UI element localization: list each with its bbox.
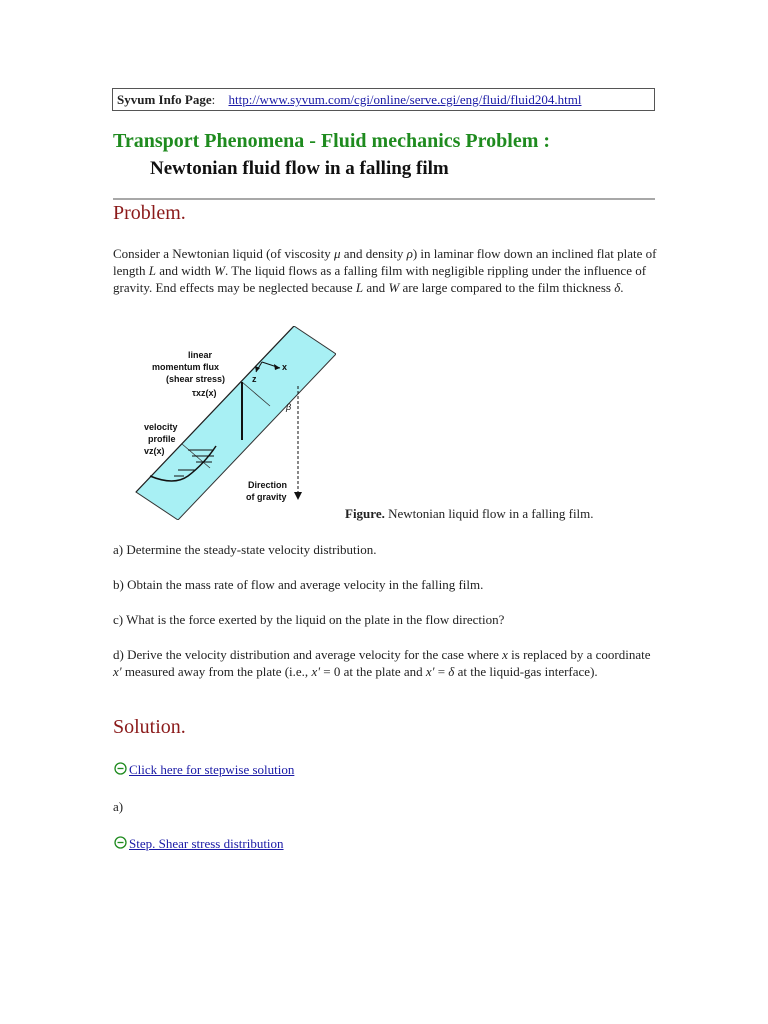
falling-film-figure (134, 326, 336, 520)
collapse-toggle-icon[interactable] (114, 836, 127, 849)
title-divider (113, 198, 655, 200)
collapse-toggle-icon[interactable] (114, 762, 127, 775)
step-shear-stress-link[interactable]: Step. Shear stress distribution (129, 836, 284, 851)
step-shear-row[interactable] (114, 836, 284, 852)
problem-intro: Consider a Newtonian liquid (of viscosity μ and density ρ) in laminar flow down an inclined flat plate of length L and width W. The liquid flows as a falling film with negligible rippling under the influence of gravity. End effects may be neglected because L and W are large compared to the film thickness δ. (113, 246, 657, 295)
gravity-label-2: of gravity (246, 492, 287, 502)
z-axis-label: z (252, 374, 257, 384)
part-a-label: a) (113, 799, 124, 814)
tau-label: τxz(x) (192, 388, 217, 398)
question-d: d) Derive the velocity distribution and average velocity for the case where x is replaced by a coordinate x' measured away from the plate (i.e., x' = 0 at the plate and x' = δ at the liquid-gas interface). (113, 647, 651, 679)
question-c: c) What is the force exerted by the liquid on the plate in the flow direction? (113, 612, 505, 627)
flux-label-1: linear (188, 350, 213, 360)
flux-label-3: (shear stress) (166, 374, 226, 384)
info-page-url-link[interactable]: http://www.syvum.com/cgi/online/serve.cgi/eng/fluid/fluid204.html (228, 92, 582, 107)
stepwise-solution-link[interactable]: Click here for stepwise solution (129, 762, 295, 777)
question-b: b) Obtain the mass rate of flow and average velocity in the falling film. (113, 577, 484, 592)
gravity-label-1: Direction (248, 480, 288, 490)
solution-heading: Solution. (113, 716, 186, 738)
info-page-colon: : (211, 92, 216, 107)
page-subtitle: Newtonian fluid flow in a falling film (150, 158, 449, 179)
velocity-label-2: profile (148, 434, 176, 444)
x-axis-label: x (282, 362, 288, 372)
question-a: a) Determine the steady-state velocity distribution. (113, 542, 377, 557)
vz-label: vz(x) (144, 446, 165, 456)
page-title: Transport Phenomena - Fluid mechanics Problem : (113, 130, 551, 152)
stepwise-solution-row[interactable] (114, 762, 294, 778)
beta-label: β (286, 402, 292, 412)
figure-caption: Figure. Newtonian liquid flow in a falling film. (345, 506, 594, 521)
problem-heading: Problem. (113, 202, 186, 224)
info-page-label: Syvum Info Page (117, 92, 212, 107)
velocity-label-1: velocity (144, 422, 178, 432)
info-box (112, 88, 655, 111)
flux-label-2: momentum flux (152, 362, 220, 372)
